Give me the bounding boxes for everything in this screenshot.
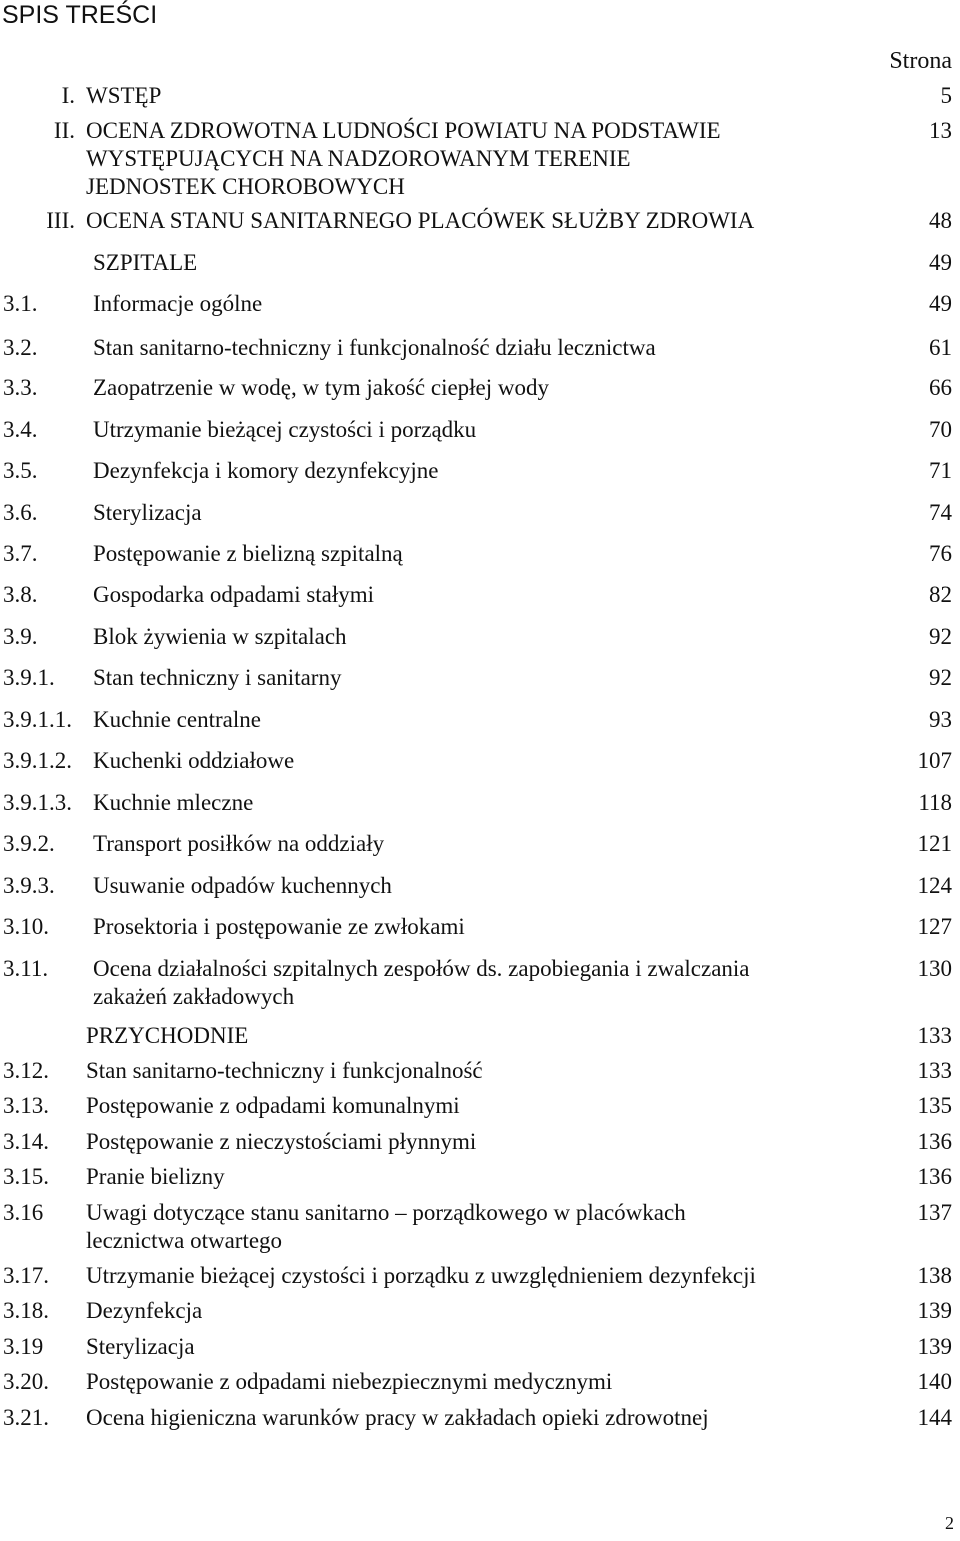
toc-entry[interactable] <box>0 1404 952 1432</box>
toc-entry-page: 130 <box>917 956 952 981</box>
toc-entry-title-line: Kuchnie centralne <box>93 707 261 732</box>
toc-entry-page: 5 <box>940 83 952 108</box>
toc-entry[interactable] <box>0 1297 952 1325</box>
toc-entry-number: 3.21. <box>3 1405 49 1430</box>
toc-entry-title <box>86 1262 756 1290</box>
toc-entry-title <box>93 416 476 444</box>
toc-entry-title-line: OCENA STANU SANITARNEGO PLACÓWEK SŁUŻBY ZDROWIA <box>86 208 755 233</box>
toc-entry-page: 121 <box>917 831 952 856</box>
toc-entry-title-line: zakażeń zakładowych <box>93 984 295 1009</box>
toc-entry-page: 139 <box>917 1298 952 1323</box>
toc-entry[interactable] <box>0 1163 952 1191</box>
toc-entry-title <box>93 581 374 609</box>
toc-entry-title-line: Stan sanitarno-techniczny i funkcjonalność <box>86 1058 483 1083</box>
toc-entry-title <box>86 1057 483 1085</box>
toc-entry[interactable] <box>0 1199 952 1255</box>
toc-entry-number: 3.3. <box>3 375 38 400</box>
toc-entry-page: 118 <box>918 790 952 815</box>
toc-entry[interactable] <box>0 416 952 444</box>
toc-entry-page: 136 <box>917 1129 952 1154</box>
toc-entry[interactable] <box>0 1368 952 1396</box>
toc-entry-title-line: Blok żywienia w szpitalach <box>93 624 347 649</box>
toc-entry[interactable] <box>0 706 952 734</box>
toc-entry-number: 3.5. <box>3 458 38 483</box>
toc-entry-page: 127 <box>917 914 952 939</box>
toc-entry-number: II. <box>53 118 75 143</box>
toc-entry-title-line: Zaopatrzenie w wodę, w tym jakość ciepłej wody <box>93 375 550 400</box>
toc-entry-page: 133 <box>917 1058 952 1083</box>
toc-entry-number: 3.14. <box>3 1129 49 1154</box>
toc-entry-title-line: Pranie bielizny <box>86 1164 225 1189</box>
toc-entry-page: 107 <box>917 748 952 773</box>
toc-entry-number: 3.19 <box>3 1334 44 1359</box>
toc-entry-title-line: Gospodarka odpadami stałymi <box>93 582 375 607</box>
toc-entry-page: 124 <box>917 873 952 898</box>
toc-entry-page: 49 <box>929 250 952 275</box>
toc-entry-number: 3.9. <box>3 624 38 649</box>
toc-entry-page: 74 <box>929 500 952 525</box>
toc-entry-page: 133 <box>917 1023 952 1048</box>
toc-entry-page: 92 <box>929 665 952 690</box>
toc-entry-title <box>93 747 294 775</box>
toc-entry-number: 3.7. <box>3 541 38 566</box>
toc-entry[interactable] <box>0 1128 952 1156</box>
toc-entry-page: 139 <box>917 1334 952 1359</box>
toc-entry-title <box>93 913 465 941</box>
toc-entry-title-line: PRZYCHODNIE <box>86 1023 249 1048</box>
toc-entry-page: 70 <box>929 417 952 442</box>
toc-heading: SPIS TREŚCI <box>2 1 158 29</box>
toc-entry-number: 3.16 <box>3 1200 44 1225</box>
toc-entry[interactable] <box>0 1022 952 1050</box>
toc-entry-number: 3.6. <box>3 500 38 525</box>
toc-entry-number: III. <box>46 208 75 233</box>
toc-entry-title <box>93 374 549 402</box>
toc-entry-title-line: Prosektoria i postępowanie ze zwłokami <box>93 914 465 939</box>
toc-entry-number: 3.18. <box>3 1298 49 1323</box>
toc-entry[interactable] <box>0 789 952 817</box>
toc-entry-title-line: Uwagi dotyczące stanu sanitarno – porządkowego w placówkach <box>86 1200 686 1225</box>
toc-entry-title-line: lecznictwa otwartego <box>86 1228 283 1253</box>
toc-entry-title <box>86 1368 612 1396</box>
toc-entry[interactable] <box>0 1057 952 1085</box>
toc-entry-number: 3.4. <box>3 417 38 442</box>
toc-entry-title <box>93 872 392 900</box>
toc-entry-title-line: Kuchnie mleczne <box>93 790 254 815</box>
toc-entry-title-line: Sterylizacja <box>86 1334 195 1359</box>
toc-entry-number: 3.9.1.1. <box>3 707 72 732</box>
toc-entry-page: 92 <box>929 624 952 649</box>
toc-entry[interactable] <box>0 374 952 402</box>
toc-entry-title <box>86 1333 195 1361</box>
toc-entry-page: 71 <box>929 458 952 483</box>
toc-entry[interactable] <box>0 117 952 201</box>
toc-entry[interactable] <box>0 334 952 362</box>
toc-entry[interactable] <box>0 830 952 858</box>
toc-entry-title-line: Ocena działalności szpitalnych zespołów ds. zapobiegania i zwalczania <box>93 956 750 981</box>
toc-entry-title <box>93 457 438 485</box>
toc-entry-number: 3.11. <box>3 956 49 981</box>
toc-entry-title <box>86 1404 709 1432</box>
toc-entry-title <box>86 1163 225 1191</box>
toc-entry-page: 48 <box>929 208 952 233</box>
toc-entry-title-line: Sterylizacja <box>93 500 202 525</box>
toc-entry-title-line: Ocena higieniczna warunków pracy w zakładach opieki zdrowotnej <box>86 1405 709 1430</box>
toc-entry-title-line: Postępowanie z odpadami niebezpiecznymi medycznymi <box>86 1369 613 1394</box>
toc-entry[interactable] <box>0 872 952 900</box>
toc-entry-title <box>86 207 754 235</box>
toc-entry-page: 66 <box>929 375 952 400</box>
toc-entry-title <box>93 623 347 651</box>
toc-entry-page: 144 <box>917 1405 952 1430</box>
page-number: 2 <box>945 1513 954 1533</box>
toc-entry-title-line: Postępowanie z odpadami komunalnymi <box>86 1093 460 1118</box>
toc-entry-title <box>86 1092 460 1120</box>
toc-entry-page: 138 <box>917 1263 952 1288</box>
toc-entry-number: 3.10. <box>3 914 49 939</box>
toc-entry-number: 3.9.1.2. <box>3 748 72 773</box>
toc-entry-title-line: Stan sanitarno-techniczny i funkcjonalność działu lecznictwa <box>93 335 656 360</box>
toc-entry[interactable] <box>0 747 952 775</box>
toc-entry-title-line: Kuchenki oddziałowe <box>93 748 295 773</box>
toc-entry-title <box>93 664 341 692</box>
toc-entry-page: 49 <box>929 291 952 316</box>
toc-entry[interactable] <box>0 664 952 692</box>
toc-entry-title <box>93 290 262 318</box>
toc-entry-title-line: Postępowanie z bielizną szpitalną <box>93 541 403 566</box>
toc-entry[interactable] <box>0 913 952 941</box>
toc-entry-number: 3.9.1. <box>3 665 55 690</box>
toc-entry-number: 3.12. <box>3 1058 49 1083</box>
toc-entry-title <box>93 249 197 277</box>
toc-entry-number: 3.13. <box>3 1093 49 1118</box>
toc-entry-page: 136 <box>917 1164 952 1189</box>
toc-entry-title <box>93 706 261 734</box>
toc-entry-title-line: SZPITALE <box>93 250 198 275</box>
toc-entry-title <box>86 1297 202 1325</box>
toc-entry[interactable] <box>0 207 952 235</box>
toc-entry-page: 82 <box>929 582 952 607</box>
toc-entry[interactable] <box>0 955 952 1011</box>
toc-entry-title-line: Utrzymanie bieżącej czystości i porządku <box>93 417 477 442</box>
toc-entry-page: 137 <box>917 1200 952 1225</box>
toc-entry-title <box>93 830 384 858</box>
toc-entry[interactable] <box>0 540 952 568</box>
toc-entry[interactable] <box>0 1262 952 1290</box>
toc-entry-number: I. <box>61 83 75 108</box>
toc-entry-number: 3.8. <box>3 582 38 607</box>
toc-entry-title-line: Transport posiłków na oddziały <box>93 831 385 856</box>
toc-entry-title <box>86 1022 248 1050</box>
toc-entry-title <box>86 117 721 201</box>
toc-entry-title-line: Dezynfekcja i komory dezynfekcyjne <box>93 458 439 483</box>
toc-entry-number: 3.9.1.3. <box>3 790 72 815</box>
toc-entry-number: 3.9.3. <box>3 873 55 898</box>
toc-entry-title <box>93 540 403 568</box>
toc-entry-page: 140 <box>917 1369 952 1394</box>
toc-entry-title-line: Stan techniczny i sanitarny <box>93 665 342 690</box>
toc-entry-page: 61 <box>929 335 952 360</box>
toc-entry-title <box>93 334 656 362</box>
toc-entry-title-line: Postępowanie z nieczystościami płynnymi <box>86 1129 477 1154</box>
page-column-label: Strona <box>889 48 952 74</box>
toc-entry[interactable] <box>0 1092 952 1120</box>
toc-entry-page: 13 <box>929 118 952 143</box>
toc-entry-title <box>93 499 202 527</box>
toc-entry[interactable] <box>0 249 952 277</box>
toc-entry-title-line: Informacje ogólne <box>93 291 263 316</box>
toc-entry-title-line: WSTĘP <box>86 83 162 108</box>
toc-entry-page: 135 <box>917 1093 952 1118</box>
toc-entry-title-line: OCENA ZDROWOTNA LUDNOŚCI POWIATU NA PODSTAWIE <box>86 118 721 143</box>
toc-entry-title <box>93 789 253 817</box>
toc-entry-number: 3.20. <box>3 1369 49 1394</box>
toc-entry-number: 3.2. <box>3 335 38 360</box>
toc-entry[interactable] <box>0 1333 952 1361</box>
toc-entry[interactable] <box>0 82 952 110</box>
toc-entry-page: 76 <box>929 541 952 566</box>
toc-entry-title <box>86 1128 476 1156</box>
toc-entry[interactable] <box>0 623 952 651</box>
toc-entry-title <box>93 955 750 1011</box>
toc-entry-title-line: JEDNOSTEK CHOROBOWYCH <box>86 174 405 199</box>
toc-entry[interactable] <box>0 499 952 527</box>
toc-entry-title-line: Dezynfekcja <box>86 1298 203 1323</box>
toc-entry-title <box>86 1199 686 1255</box>
toc-entry-title-line: Usuwanie odpadów kuchennych <box>93 873 392 898</box>
toc-entry-title-line: Utrzymanie bieżącej czystości i porządku z uwzględnieniem dezynfekcji <box>86 1263 756 1288</box>
toc-entry-number: 3.1. <box>3 291 38 316</box>
toc-entry-number: 3.17. <box>3 1263 49 1288</box>
toc-entry[interactable] <box>0 457 952 485</box>
toc-entry[interactable] <box>0 290 952 318</box>
toc-entry-number: 3.9.2. <box>3 831 55 856</box>
toc-entry-title-line: WYSTĘPUJĄCYCH NA NADZOROWANYM TERENIE <box>86 146 631 171</box>
toc-entry-page: 93 <box>929 707 952 732</box>
toc-entry-title <box>86 82 161 110</box>
toc-entry[interactable] <box>0 581 952 609</box>
toc-entry-number: 3.15. <box>3 1164 49 1189</box>
